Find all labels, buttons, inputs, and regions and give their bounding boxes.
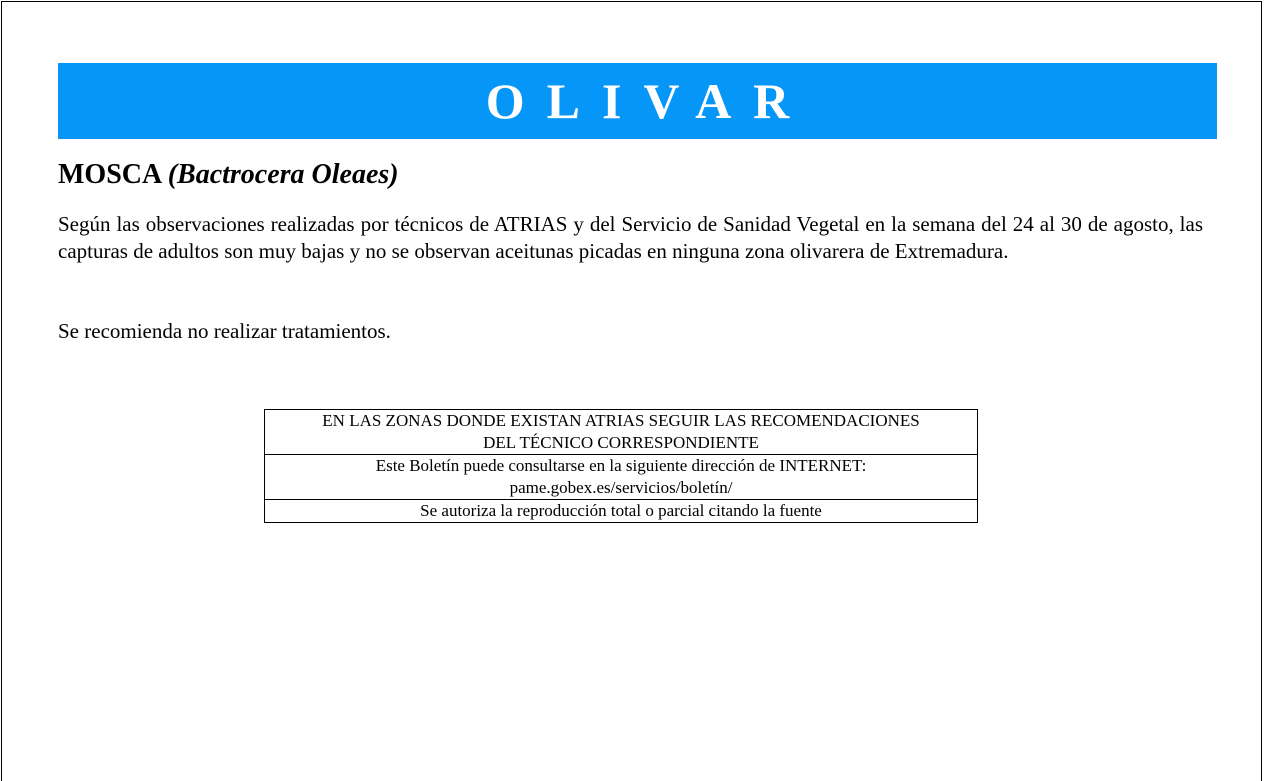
notice-row: [265, 500, 978, 523]
notice-row: [265, 455, 978, 500]
notice-table: [264, 409, 978, 523]
notice-cell: [265, 455, 978, 500]
banner: [58, 63, 1217, 139]
notice-cell: [265, 500, 978, 523]
recommendation-text: Se recomienda no realizar tratamientos.: [58, 319, 391, 343]
website-link[interactable]: pame.gobex.es/servicios/boletín/: [509, 478, 733, 497]
pest-name: MOSCA: [58, 159, 161, 190]
notice-row: [265, 410, 978, 455]
notice-cell: [265, 410, 978, 455]
notice-line: DEL TÉCNICO CORRESPONDIENTE: [483, 433, 759, 452]
pest-heading: [58, 158, 399, 192]
notice-line: Se autoriza la reproducción total o parcial citando la fuente: [420, 501, 822, 520]
scientific-name: (Bactrocera Oleaes): [167, 159, 399, 190]
banner-title: OLIVAR: [485, 73, 812, 129]
notice-line: Este Boletín puede consultarse en la siguiente dirección de INTERNET:: [375, 456, 867, 475]
observation-paragraph: Según las observaciones realizadas por técnicos de ATRIAS y del Servicio de Sanidad Vegetal en la semana del 24 al 30 de agosto, las capturas de adultos son muy bajas y no se observan aceitunas picadas en ninguna zona olivarera de Extremadura.: [58, 212, 1203, 263]
notice-line: EN LAS ZONAS DONDE EXISTAN ATRIAS SEGUIR LAS RECOMENDACIONES: [322, 411, 920, 430]
